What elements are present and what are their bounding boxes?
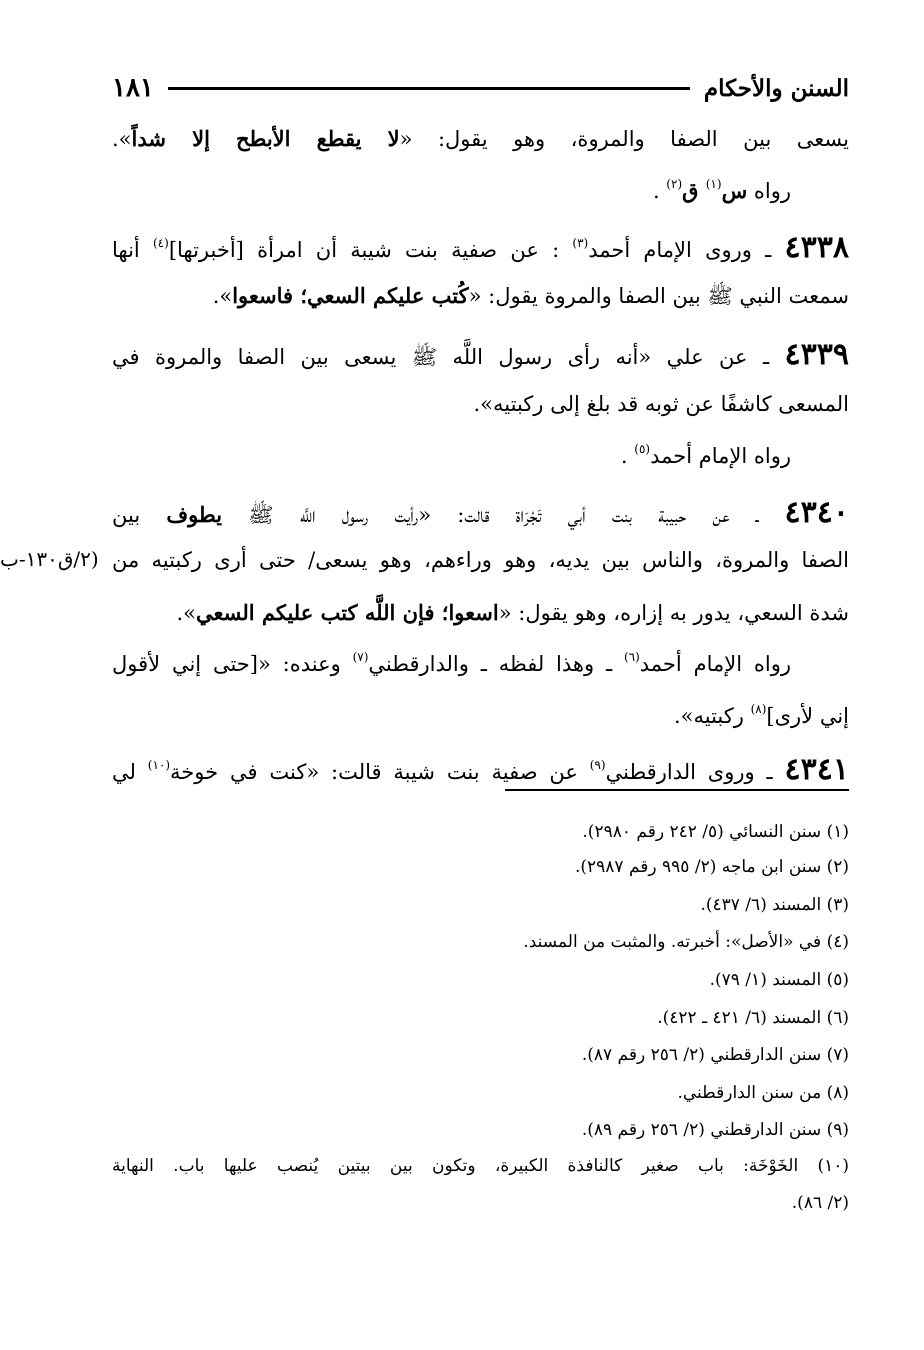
hadith-4338: ٤٣٣٨ ـ وروى الإمام أحمد$^{(٣)}$ : عن صفية بنت شيبة أن امرأة [أخبرتها]$^{(٤)}$ أنها	[112, 230, 849, 265]
text-line-10: شدة السعي، يدور به إزاره، وهو يقول: «اسعوا؛ فإن اللَّه كتب عليكم السعي».	[176, 600, 849, 625]
footnote-6: (٦) المسند (٦/ ٤٢١ ـ ٤٢٢).	[657, 1008, 849, 1028]
manuscript-margin-note: (٢/ق١٣٠-ب	[0, 547, 99, 571]
hadith-4339: ٤٣٣٩ ـ عن علي «أنه رأى رسول اللَّه ﷺ يسعى بين الصفا والمروة في	[112, 337, 849, 372]
footnote-5: (٥) المسند (١/ ٧٩).	[709, 970, 849, 990]
footnote-8: (٨) من سنن الدارقطني.	[677, 1083, 849, 1103]
page-number: ١٨١	[112, 73, 154, 103]
text-line-7: رواه الإمام أحمد$^{(٥)}$ .	[620, 442, 791, 468]
text-line-12: إني لأرى]$^{(٨)}$ ركبتيه».	[673, 702, 849, 728]
text-line-1: يسعى بين الصفا والمروة، وهو يقول: «لا يقطع الأبطح إلا شداً».	[112, 126, 850, 151]
footnote-4: (٤) في «الأصل»: أخبرته. والمثبت من المسند.	[523, 932, 849, 952]
hadith-4340: ٤٣٤٠ ـ عن حبيبة بنت أبي تَجْرَاة قالت: «رأيت رسول اللَّه ﷺ يطوف بين	[112, 495, 849, 530]
hadith-number: ٤٣٣٨	[784, 230, 849, 265]
footnote-3: (٣) المسند (٦/ ٤٣٧).	[700, 895, 849, 915]
footnote-10: (١٠) الخَوْخَة: باب صغير كالنافذة الكبيرة، وتكون بين بيتين يُنصب عليها باب. النهاية	[112, 1156, 849, 1176]
footnote-1: (١) سنن النسائي (٥/ ٢٤٢ رقم ٢٩٨٠).	[582, 822, 849, 842]
header-rule	[168, 87, 690, 90]
footnote-separator	[505, 789, 849, 791]
text-line-2: رواه س$^{(١)}$ ق$^{(٢)}$ .	[652, 177, 791, 203]
chapter-title: السنن والأحكام	[703, 74, 849, 102]
text-line-11: رواه الإمام أحمد$^{(٦)}$ ـ وهذا لفظه ـ والدارقطني$^{(٧)}$ وعنده: «[حتى إني لأقول	[112, 650, 791, 676]
footnote-2: (٢) سنن ابن ماجه (٢/ ٩٩٥ رقم ٢٩٨٧).	[574, 857, 849, 877]
text-line-4: سمعت النبي ﷺ بين الصفا والمروة يقول: «كُتب عليكم السعي؛ فاسعوا».	[212, 283, 849, 308]
hadith-4341: ٤٣٤١ ـ وروى الدارقطني$^{(٩)}$ عن صفية بنت شيبة قالت: «كنت في خوخة$^{(١٠)}$ لي	[112, 752, 849, 787]
footnote-9: (٩) سنن الدارقطني (٢/ ٢٥٦ رقم ٨٩).	[581, 1120, 849, 1140]
running-header	[112, 68, 849, 108]
text-line-9: الصفا والمروة، والناس بين يديه، وهو وراءهم، وهو يسعى/ حتى أرى ركبتيه من	[112, 548, 849, 572]
text-line-6: المسعى كاشفًا عن ثوبه قد بلغ إلى ركبتيه».	[473, 392, 849, 416]
hadith-number: ٤٣٤٠	[784, 495, 849, 530]
footnote-7: (٧) سنن الدارقطني (٢/ ٢٥٦ رقم ٨٧).	[581, 1045, 849, 1065]
hadith-number: ٤٣٣٩	[784, 337, 849, 372]
hadith-number: ٤٣٤١	[784, 752, 849, 787]
footnote-10-cont: (٢/ ٨٦).	[791, 1193, 849, 1213]
